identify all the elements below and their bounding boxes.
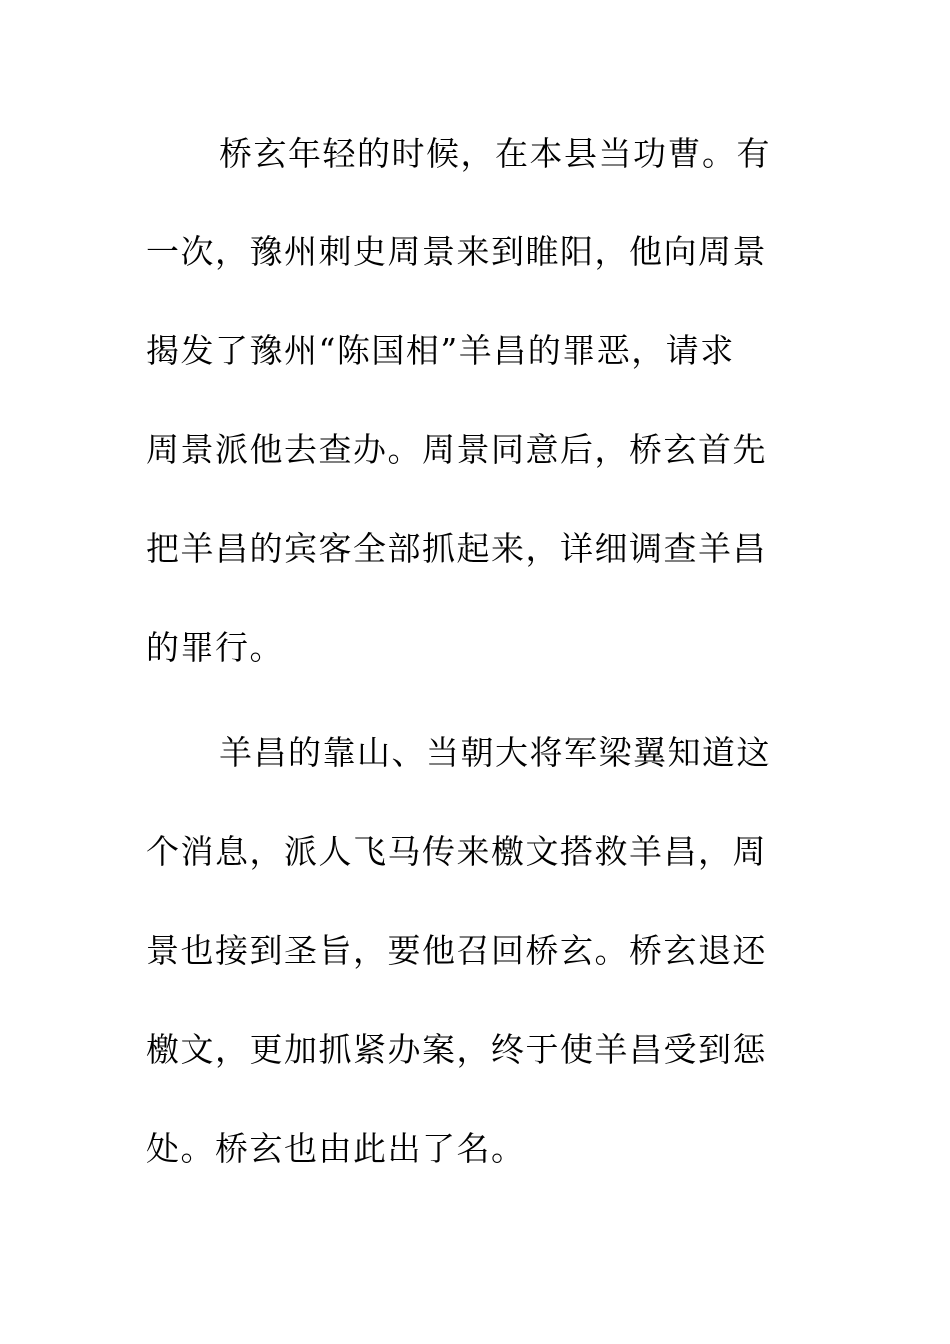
- paragraph-line: 的罪行。: [146, 628, 284, 667]
- paragraph-line: 一次，豫州刺史周景来到睢阳，他向周景: [146, 232, 767, 271]
- paragraph-line: 揭发了豫州“陈国相”羊昌的罪恶，请求: [146, 331, 735, 370]
- paragraph-line: 处。桥玄也由此出了名。: [146, 1129, 526, 1168]
- paragraph-line: 把羊昌的宾客全部抓起来，详细调查羊昌: [146, 529, 767, 568]
- paragraph-line: 檄文，更加抓紧办案，终于使羊昌受到惩: [146, 1030, 767, 1069]
- paragraph-line: 景也接到圣旨，要他召回桥玄。桥玄退还: [146, 931, 767, 970]
- paragraph-line: 桥玄年轻的时候，在本县当功曹。有: [219, 134, 771, 173]
- paragraph-line: 个消息，派人飞马传来檄文搭救羊昌，周: [146, 832, 767, 871]
- paragraph-line: 周景派他去查办。周景同意后，桥玄首先: [146, 430, 767, 469]
- paragraph-line: 羊昌的靠山、当朝大将军梁翼知道这: [219, 733, 771, 772]
